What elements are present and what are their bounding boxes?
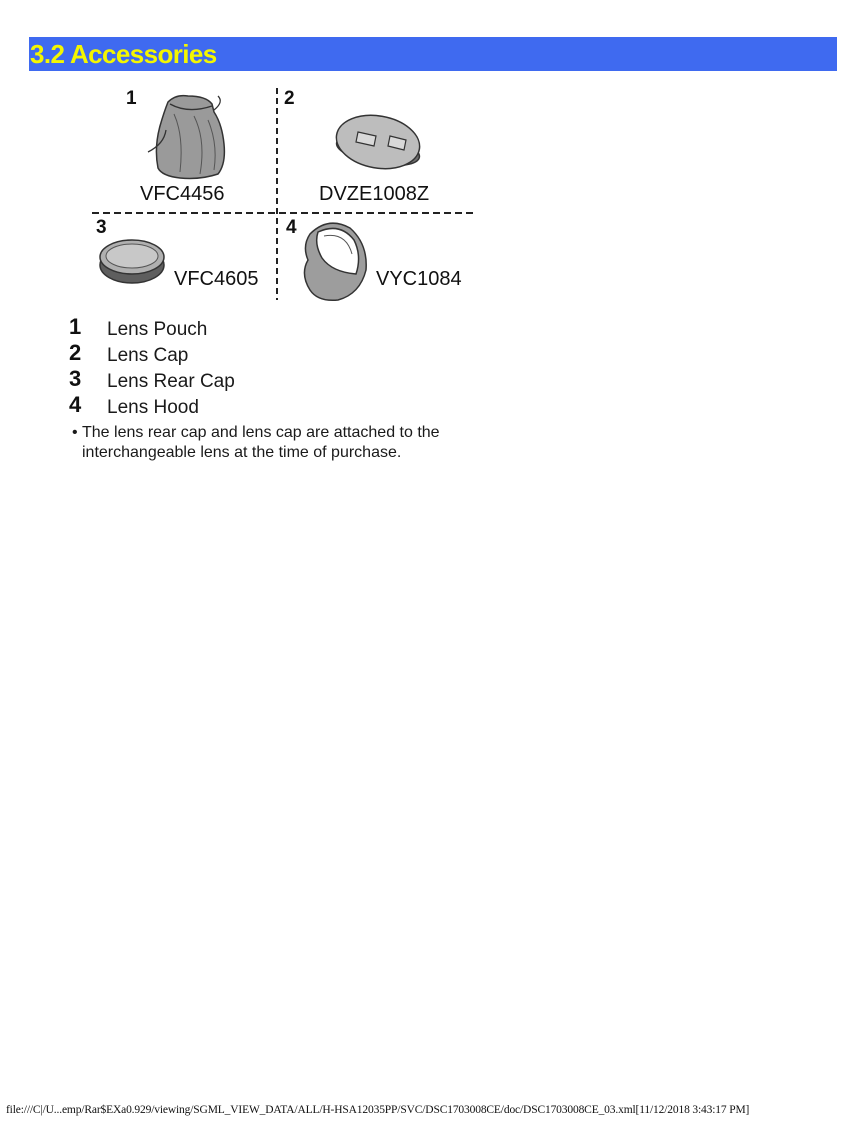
lens-rear-cap-image <box>100 240 164 283</box>
figure-item-code: VFC4456 <box>140 183 225 205</box>
lens-pouch-image <box>148 96 224 179</box>
figure-item-number: 1 <box>126 88 137 109</box>
note-text: The lens rear cap and lens cap are attached to the interchangeable lens at the time of purchase. <box>82 424 440 461</box>
figure-item-code: VYC1084 <box>376 268 462 290</box>
legend-label: Lens Hood <box>107 397 199 418</box>
figure-item-code: DVZE1008Z <box>319 183 430 205</box>
figure-item-number: 2 <box>284 88 295 109</box>
section-heading <box>29 37 837 71</box>
file-path-footer: file:///C|/U...emp/Rar$EXa0.929/viewing/SGML_VIEW_DATA/ALL/H-HSA12035PP/SVC/DSC1703008CE/doc/DSC1703008CE_03.xml[11/12/2018 3:43:17 PM] <box>6 1104 750 1116</box>
legend-number: 2 <box>69 340 82 365</box>
purchase-note <box>72 423 492 463</box>
figure-item-number: 3 <box>96 217 107 238</box>
legend-label: Lens Cap <box>107 345 189 366</box>
section-title: 3.2 Accessories <box>30 39 217 69</box>
legend-number: 3 <box>69 366 82 391</box>
lens-cap-image <box>332 109 424 175</box>
legend-label: Lens Pouch <box>107 319 208 340</box>
figure-item-number: 4 <box>286 217 297 238</box>
legend-label: Lens Rear Cap <box>107 371 235 392</box>
legend-number: 4 <box>69 392 82 417</box>
accessories-figure <box>88 84 480 306</box>
figure-item-code: VFC4605 <box>174 268 259 290</box>
legend-number: 1 <box>69 314 82 339</box>
note-bullet: • <box>72 424 78 441</box>
lens-hood-image <box>304 223 366 300</box>
